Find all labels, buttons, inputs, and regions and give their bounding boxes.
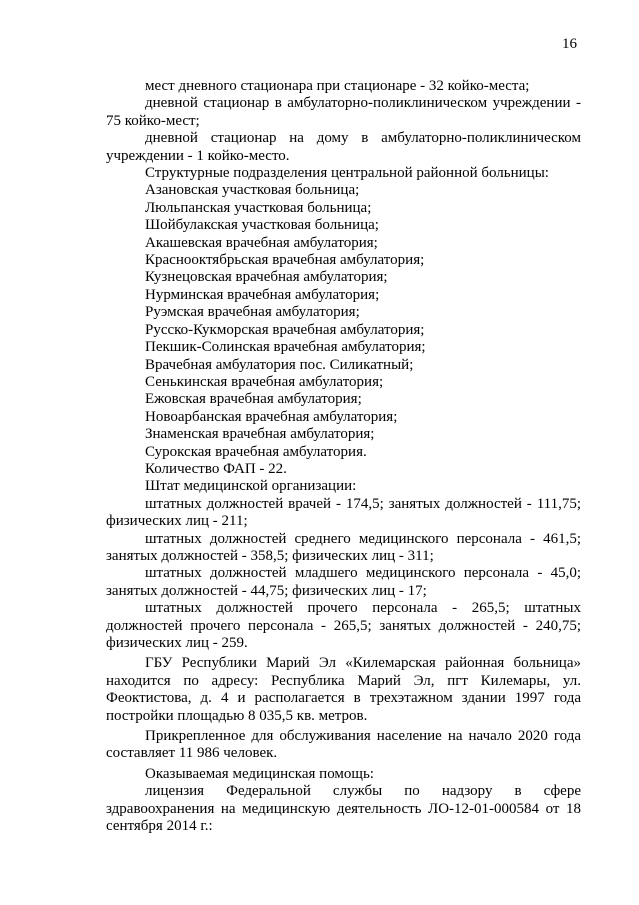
- list-item: Нурминская врачебная амбулатория;: [145, 286, 380, 303]
- paragraph-staff-junior: штатных должностей младшего медицинского персонала - 45,0; занятых должностей - 44,75; физических лиц - 17;: [106, 565, 581, 599]
- list-item: Ежовская врачебная амбулатория;: [145, 391, 362, 408]
- list-item: Новоарбанская врачебная амбулатория;: [145, 408, 398, 425]
- paragraph-attached-population: Прикрепленное для обслуживания население на начало 2020 года составляет 11 986 человек.: [106, 728, 581, 762]
- list-item: Знаменская врачебная амбулатория;: [145, 426, 375, 443]
- list-item: Акашевская врачебная амбулатория;: [145, 234, 378, 251]
- paragraph-day-hospital-outpatient: дневной стационар в амбулаторно-поликлиническом учреждении - 75 койко-мест;: [106, 95, 581, 129]
- paragraph-staff-nursing: штатных должностей среднего медицинского персонала - 461,5; занятых должностей - 358,5; физических лиц - 311;: [106, 530, 581, 564]
- paragraph-license: лицензия Федеральной службы по надзору в сфере здравоохранения на медицинскую деятельность ЛО-12-01-000584 от 18 сентября 2014 г.:: [106, 783, 581, 835]
- list-item: Сурокская врачебная амбулатория.: [145, 443, 367, 460]
- list-item: Шойбулакская участковая больница;: [145, 217, 379, 234]
- list-item: Кузнецовская врачебная амбулатория;: [145, 269, 388, 286]
- paragraph-medical-care-heading: Оказываемая медицинская помощь:: [145, 765, 374, 782]
- list-item: Сенькинская врачебная амбулатория;: [145, 373, 384, 390]
- list-item: Азановская участковая больница;: [145, 182, 360, 199]
- paragraph-fap-count: Количество ФАП - 22.: [145, 460, 287, 477]
- list-item: Люльпанская участковая больница;: [145, 199, 372, 216]
- paragraph-hospital-address: ГБУ Республики Марий Эл «Килемарская районная больница» находится по адресу: Республика Марий Эл, пгт Килемары, ул. Феоктистова, д. 4 и располагается в трехэтажном здании 1997 года постройки площадью 8 035,5 кв. метров.: [106, 655, 581, 724]
- paragraph-staff-heading: Штат медицинской организации:: [145, 478, 357, 495]
- list-item: Пекшик-Солинская врачебная амбулатория;: [145, 339, 426, 356]
- paragraph-staff-doctors: штатных должностей врачей - 174,5; занятых должностей - 111,75; физических лиц - 211;: [106, 495, 581, 530]
- list-item: Руэмская врачебная амбулатория;: [145, 304, 360, 321]
- page-number: 16: [562, 36, 577, 52]
- list-item: Краснооктябрьская врачебная амбулатория;: [145, 252, 425, 269]
- document-body: [106, 78, 581, 835]
- paragraph-staff-other: штатных должностей прочего персонала - 265,5; штатных должностей прочего персонала - 265,5; занятых должностей - 240,75; физических лиц - 259.: [106, 600, 581, 651]
- paragraph-structural-units: Структурные подразделения центральной районной больницы:: [145, 165, 549, 182]
- paragraph-home-day-hospital: дневной стационар на дому в амбулаторно-поликлиническом учреждении - 1 койко-место.: [106, 130, 581, 164]
- list-item: Врачебная амбулатория пос. Силикатный;: [145, 356, 414, 373]
- list-item: Русско-Кукморская врачебная амбулатория;: [145, 321, 425, 338]
- paragraph-day-hospital-beds: мест дневного стационара при стационаре - 32 койко-места;: [145, 78, 530, 94]
